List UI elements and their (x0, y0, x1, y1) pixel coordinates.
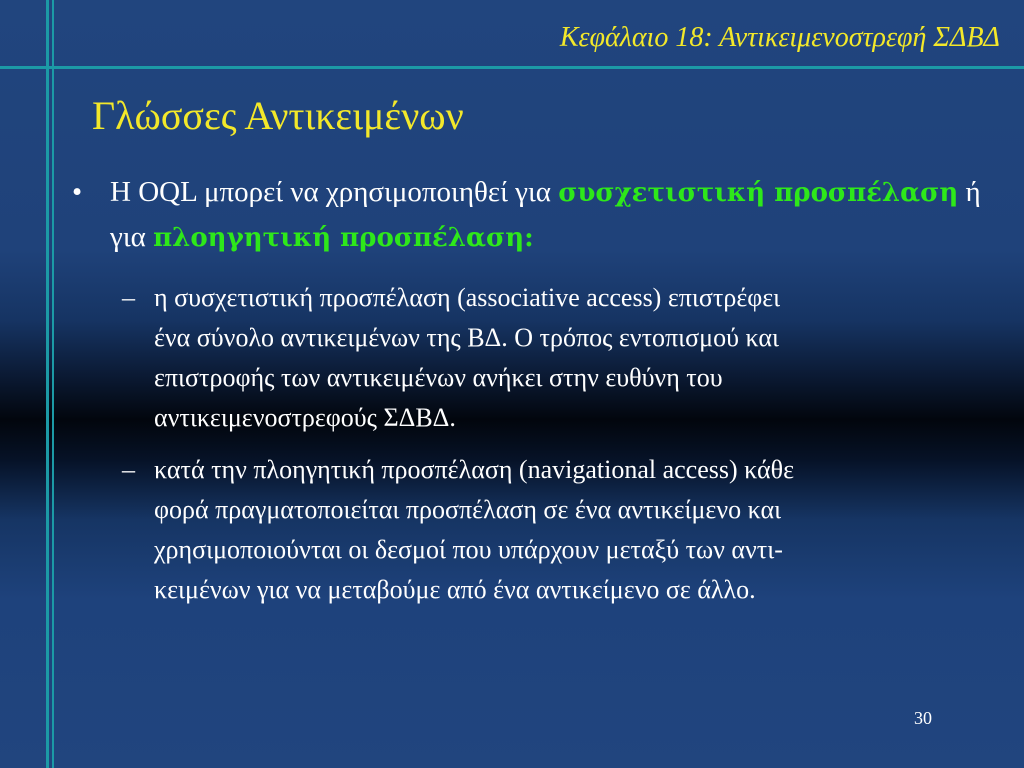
main-bullet (72, 170, 982, 260)
left-rule-thin (52, 0, 54, 768)
subbullet-associative (122, 278, 1002, 438)
left-rule-thick (46, 0, 49, 768)
bullet-text-part1: Η OQL μπορεί να χρησιμοποιηθεί για (110, 176, 559, 208)
slide-title: Γλώσσες Αντικειμένων (92, 93, 464, 138)
subbullet-marker: – (122, 283, 135, 312)
subbullet-marker: – (122, 455, 135, 484)
highlight-navigational: πλοηγητική προσπέλαση: (153, 223, 534, 253)
subbullet-navigational (122, 450, 1002, 610)
page-number: 30 (914, 708, 932, 728)
bullet-text (110, 170, 982, 260)
subbullet-line: επιστροφής των αντικειμένων ανήκει στην ευθύνη του (154, 363, 723, 392)
subbullet-line: κατά την πλοηγητική προσπέλαση (navigational access) κάθε (154, 455, 795, 484)
subbullet-line: κειμένων για να μεταβούμε από ένα αντικείμενο σε άλλο. (154, 575, 756, 604)
bullet-text-part2: ή για (110, 176, 981, 253)
header-rule (0, 66, 1024, 69)
subbullet-line: ένα σύνολο αντικειμένων της ΒΔ. Ο τρόπος εντοπισμού και (154, 323, 779, 352)
subbullet-line: φορά πραγματοποιείται προσπέλαση σε ένα αντικείμενο και (154, 495, 782, 524)
bullet-marker: • (72, 176, 83, 208)
subbullet-line: η συσχετιστική προσπέλαση (associative access) επιστρέφει (154, 283, 781, 312)
subbullet-line: χρησιμοποιούνται οι δεσμοί που υπάρχουν μεταξύ των αντι- (154, 535, 783, 564)
chapter-header: Κεφάλαιο 18: Αντικειμενοστρεφή ΣΔΒΔ (559, 22, 1000, 53)
highlight-associative: συσχετιστική προσπέλαση (558, 178, 959, 208)
subbullet-line: αντικειμενοστρεφούς ΣΔΒΔ. (154, 403, 456, 432)
